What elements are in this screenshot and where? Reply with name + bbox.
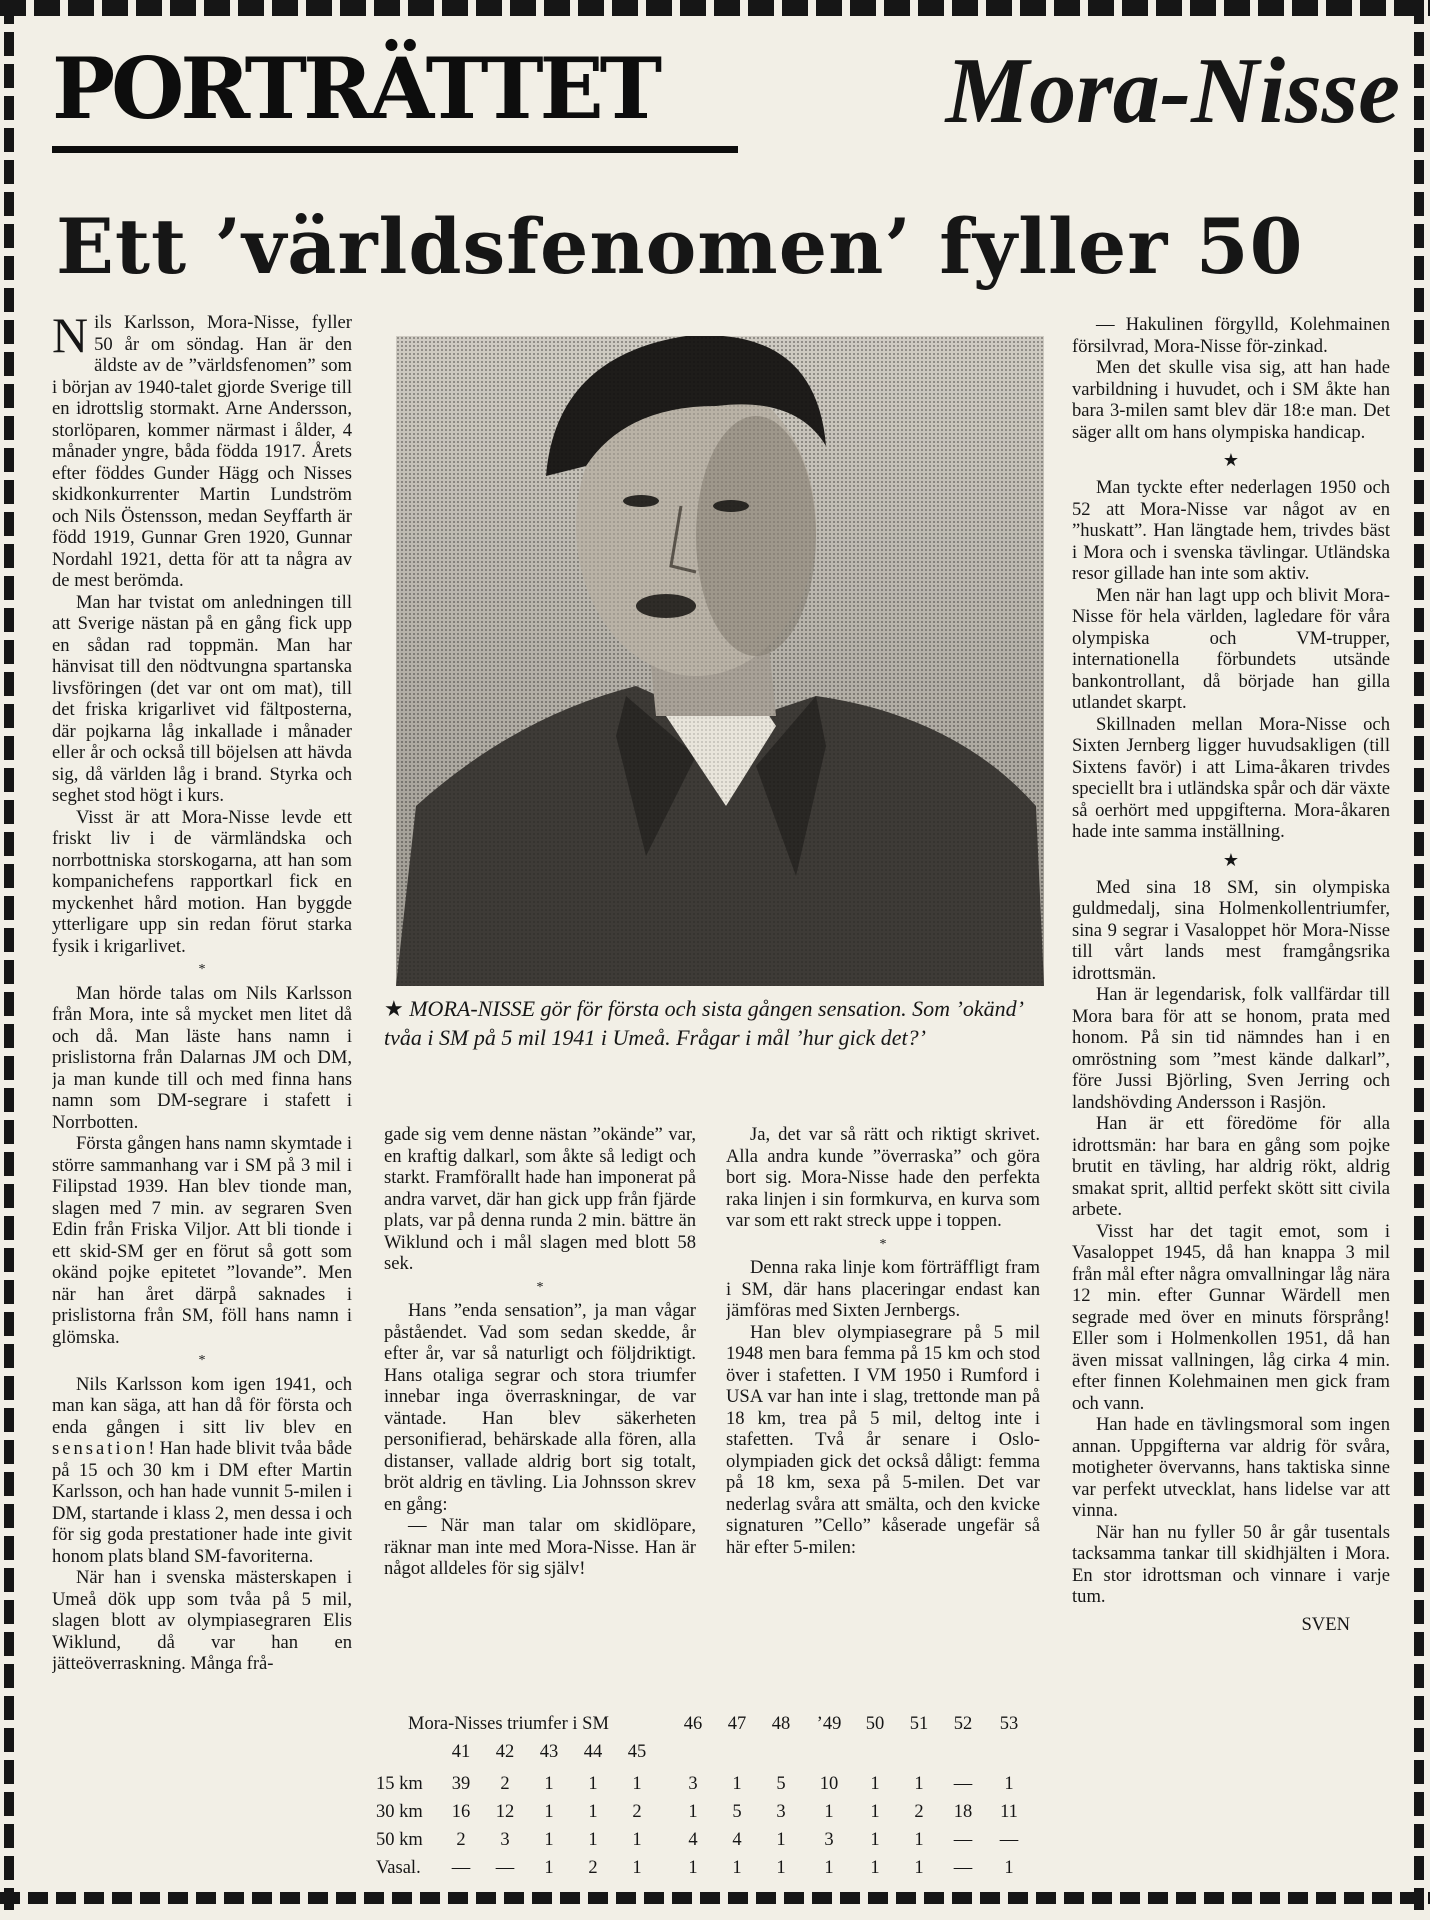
article-column-1 [52,312,352,1888]
table-cell: 1 [544,1774,554,1794]
table-cell: 1 [688,1858,698,1878]
portrait-photo [396,336,1044,986]
table-cell: 1 [824,1802,834,1822]
table-title-row [376,1714,1048,1744]
paragraph-text: ! Han hade blivit tvåa både på 15 och 30 km i DM efter Martin Karlsson, och han hade vunnit 5-milen i DM, startande i klass 2, men dessa i och för sig goda prestationer hade inte givit honom plats bland SM-favoriterna. [52,1438,352,1567]
paragraph: Han blev olympiasegrare på 5 mil 1948 men bara femma på 15 km och stod över i stafetten. I VM 1950 i Rumford i USA var han inte i slag, trettonde man på 18 km, trea på 5 mil, deltog inte i stafetten. Två år senare i Oslo-olympiaden gick det också dåligt: femma på 18 km, sexa på 5-milen. Det var nederlag svåra att smälta, och den kvicke signaturen ”Cello” kåserade ungefär så här efter 5-milen: [726,1321,1040,1558]
table-cell: 3 [824,1830,834,1850]
paragraph: Han är ett föredöme för alla idrottsmän: har bara en gång som pojke brutit en tävling, har aldrig rökt, aldrig smakat sprit, alltid perfekt skött sitt civila arbete. [1072,1113,1390,1220]
year-header: 45 [627,1742,647,1762]
table-cell: 1 [776,1858,786,1878]
paragraph: Denna raka linje kom förträffligt fram i SM, där hans placeringar endast kan jämföras med Sixten Jernbergs. [726,1257,1040,1321]
results-table [376,1714,1048,1886]
section-divider: * [198,1353,206,1368]
paragraph: Visst är att Mora-Nisse levde ett friskt liv i de värmländska och norrbottniska storskogarna, att han som kompanichefens rapportkarl fick en myckenhet hård motion. Han byggde ytterligare upp sin redan förut starka fysik i krigarlivet. [52,806,352,957]
table-cell: 1 [914,1830,924,1850]
star-icon: ★ [384,996,404,1021]
table-cell: 1 [914,1858,924,1878]
table-cell: 1 [870,1774,880,1794]
table-cell: — [953,1858,973,1878]
paragraph: Hans ”enda sensation”, ja man vågar påståendet. Vad som sedan skedde, år efter år, var så naturligt och följdriktigt. Hans otaliga segrar och stora triumfer innebar inga överraskningar, de var väntade. Han blev säkerheten personifierad, behärskade alla fören, alla distanser, vallade aldrig bort sig totalt, bröt aldrig en tävling. Lia Johnsson skrev en gång: [384,1300,696,1515]
paragraph [52,1374,352,1568]
paragraph: Men det skulle visa sig, att han hade varbildning i huvudet, och i SM åkte han bara 3-milen samt blev där 18:e man. Det säger allt om hans olympiska handicap. [1072,357,1390,443]
paragraph: Med sina 18 SM, sin olympiska guldmedalj, sina Holmenkollentriumfer, sina 9 segrar i Vasaloppet hör Mora-Nisse till vårt lands mest framgångsrika idrottsmän. [1072,876,1390,984]
table-cell: 1 [776,1830,786,1850]
drop-cap: N [52,312,89,363]
table-cell: 1 [588,1774,598,1794]
year-header: 52 [953,1714,973,1734]
table-cell: 1 [1004,1858,1014,1878]
year-header: 43 [539,1742,559,1762]
table-cell: 1 [544,1802,554,1822]
paragraph: Första gången hans namn skymtade i större sammanhang var i SM på 3 mil i Filipstad 1939. Han blev tionde man, slagen med 7 min. av segraren Sven Edin från Friska Viljor. Att bli tionde i ett skid-SM ger en förut så gott som okänd pojke epitetet ”lovande”. Men när han året därpå saknades i prislistorna från SM, föll hans namn i glömska. [52,1133,352,1348]
headline: Ett ’världsfenomen’ fyller 50 [56,202,1304,291]
year-header: 53 [999,1714,1019,1734]
table-cell: 18 [953,1802,973,1822]
table-cell: — [999,1830,1019,1850]
table-cell: 1 [870,1830,880,1850]
table-cell: 1 [870,1858,880,1878]
table-cell: 1 [688,1802,698,1822]
paragraph: gade sig vem denne nästan ”okände” var, en kraftig dalkarl, som åkte så ledigt och starkt. Framförallt hade han imponerat på andra varvet, där han gick upp från fjärde plats, var på denna runda 2 min. bättre än Wiklund och i mål slagen med blott 58 sek. [384,1124,696,1274]
border-top [0,0,1430,16]
row-label: 15 km [376,1774,423,1794]
star-divider: ★ [1222,849,1240,870]
table-cell: 10 [819,1774,839,1794]
table-cell: 1 [914,1774,924,1794]
year-header: ’49 [816,1714,842,1734]
table-cell: — [451,1858,471,1878]
table-cell: 1 [544,1858,554,1878]
table-cell: 1 [632,1858,642,1878]
star-divider: ★ [1222,450,1240,470]
section-divider: * [879,1236,887,1252]
article-column-4 [1072,314,1390,1888]
paragraph: Man har tvistat om anledningen till att Sverige nästan på en gång fick upp en sådan rad toppmän. Man har hänvisat till den nödtvungna spartanska livsföringen (det var ont om mat), till det friska krigarlivet vid fältposterna, där pojkarna låg inkallade i månader eller år och också till böjelsen att hävda sig, då världen låg i brand. Styrka och seghet stod högt i kurs. [52,591,352,806]
table-row [376,1830,1048,1860]
section-kicker: PORTRÄTTET [52,39,659,138]
paragraph: Han är legendarisk, folk vallfärdar till Mora bara för att se honom, prata med honom. På sin tid nämndes han i en omröstning som ”mest kände dalkarl”, före Jussi Björling, Sven Jerring och landshövding Andersson i Rasjön. [1072,984,1390,1113]
table-header-row [376,1742,1048,1772]
table-cell: 5 [776,1774,786,1794]
table-cell: — [953,1774,973,1794]
caption-text: MORA-NISSE gör för första och sista gången sensation. Som ’okänd’ tvåa i SM på 5 mil 1941 i Umeå. Frågar i mål ’hur gick det?’ [384,996,1022,1050]
table-cell: 1 [632,1774,642,1794]
table-cell: 2 [456,1830,466,1850]
year-header: 47 [727,1714,747,1734]
border-left [4,0,14,1910]
table-cell: 12 [495,1802,515,1822]
table-cell: 39 [451,1774,471,1794]
table-cell: 1 [632,1830,642,1850]
table-cell: 1 [588,1830,598,1850]
row-label: Vasal. [376,1858,421,1878]
table-cell: 3 [688,1774,698,1794]
border-bottom [0,1892,1430,1904]
table-cell: 4 [688,1830,698,1850]
byline: SVEN [1301,1613,1350,1635]
article-column-3 [726,1124,1040,1684]
year-header: 44 [583,1742,603,1762]
table-cell: 1 [1004,1774,1014,1794]
year-header: 41 [451,1742,471,1762]
paragraph: När han i svenska mästerskapen i Umeå dök upp som tvåa på 5 mil, slagen blott av olympiasegraren Elis Wiklund, då var han en jätteöverraskning. Många frå- [52,1567,352,1674]
table-row [376,1802,1048,1832]
paragraph: Ja, det var så rätt och riktigt skrivet. Alla andra kunde ”överraska” och göra bort sig. Mora-Nisse hade den perfekta raka linjen i sin formkurva, en kurva som var som ett rakt streck uppe i toppen. [726,1124,1040,1231]
year-header: 51 [909,1714,929,1734]
year-header: 50 [865,1714,885,1734]
table-title: Mora-Nisses triumfer i SM [408,1714,609,1734]
kicker-underline [52,146,738,153]
border-right [1414,0,1424,1910]
paragraph: När han nu fyller 50 år går tusentals tacksamma tankar till skidhjälten i Mora. En stor idrottsman och vinnare i varje tum. [1072,1521,1390,1607]
paragraph: Skillnaden mellan Mora-Nisse och Sixten Jernberg ligger huvudsakligen (till Sixtens favör) i att Lima-åkaren trivdes speciellt bra i utländska spår och där växte så oerhört med uppgifterna. Mora-åkaren hade inte samma inställning. [1072,713,1390,842]
table-cell: 2 [588,1858,598,1878]
year-header: 48 [771,1714,791,1734]
paragraph: Visst har det tagit emot, som i Vasaloppet 1945, då han knappa 3 mil från mål efter några omvallningar låg nära 12 min. efter Gunnar Wärdell men segrade med över en minuts försprång! Eller som i Holmenkollen 1951, då han även missat vallningen, låg cirka 4 min. efter finnen Kolehmainen men gick fram och vann. [1072,1220,1390,1414]
table-cell: 1 [732,1858,742,1878]
article-column-2 [384,1124,696,1684]
photo-caption [384,994,1048,1084]
emphasis-sensation: sensation [52,1438,149,1459]
table-row [376,1858,1048,1888]
table-cell: 2 [500,1774,510,1794]
paragraph: Men när han lagt upp och blivit Mora-Nisse för hela världen, lagledare för våra olympiska och VM-trupper, internationella förbundets utsände bankontrollant, då började han gilla utlandet skarpt. [1072,584,1390,713]
paragraph: — När man talar om skidlöpare, räknar man inte med Mora-Nisse. Han är något alldeles för sig själv! [384,1515,696,1579]
paragraph [52,312,352,592]
table-cell: 2 [914,1802,924,1822]
table-cell: 2 [632,1802,642,1822]
table-cell: 16 [451,1802,471,1822]
row-label: 30 km [376,1802,423,1822]
paragraph: Han hade en tävlingsmoral som ingen annan. Uppgifterna var aldrig för svåra, motigheter övervanns, hans taktiska sinne var perfekt utvecklat, hans lidelse var att vinna. [1072,1414,1390,1521]
table-cell: — [495,1858,515,1878]
table-cell: 1 [732,1774,742,1794]
paragraph: — Hakulinen förgylld, Kolehmainen försilvrad, Mora-Nisse för-zinkad. [1072,314,1390,357]
paragraph-text: Nils Karlsson kom igen 1941, och man kan säga, att han då för första och enda gången i sitt liv blev en [52,1373,352,1438]
paragraph-text: ils Karlsson, Mora-Nisse, fyller 50 år om söndag. Han är den äldste av de ”världsfenomen” som i början av 1940-talet gjorde Sverige till en idrottslig stormakt. Arne Andersson, storlöparen, kommer närmast i ålder, 4 månader yngre, båda födda 1917. Årets efter föddes Gunder Hägg och Nisses skidkonkurrenter Martin Lundström och Nils Östensson, medan Seyffarth är född 1919, Gunnar Gren 1920, Gunnar Nordahl 1921, detta för att ta några av de mest berömda. [52,312,352,591]
table-cell: 1 [588,1802,598,1822]
table-row [376,1774,1048,1804]
table-cell: 5 [732,1802,742,1822]
year-header: 46 [683,1714,703,1734]
table-cell: 1 [870,1802,880,1822]
table-cell: — [953,1830,973,1850]
portrait-image [396,336,1044,986]
section-divider: * [198,962,206,977]
table-cell: 1 [824,1858,834,1878]
section-divider: * [536,1279,544,1295]
year-header: 42 [495,1742,515,1762]
table-cell: 3 [776,1802,786,1822]
paragraph: Man tyckte efter nederlagen 1950 och 52 att Mora-Nisse var något av en ”huskatt”. Han längtade hem, trivdes bäst i Mora och i svenska tävlingar. Utländska resor gillade han inte som aktiv. [1072,477,1390,584]
table-cell: 3 [500,1830,510,1850]
paragraph: Man hörde talas om Nils Karlsson från Mora, inte så mycket men litet då och då. Man läste hans namn i prislistorna från Dalarnas JM och DM, ja man kunde till och med finna hans namn som DM-segrare i stafett i Norrbotten. [52,982,352,1133]
table-cell: 11 [1000,1802,1018,1822]
row-label: 50 km [376,1830,423,1850]
table-cell: 1 [544,1830,554,1850]
table-cell: 4 [732,1830,742,1850]
subject-name-heading: Mora-Nisse [945,39,1400,143]
